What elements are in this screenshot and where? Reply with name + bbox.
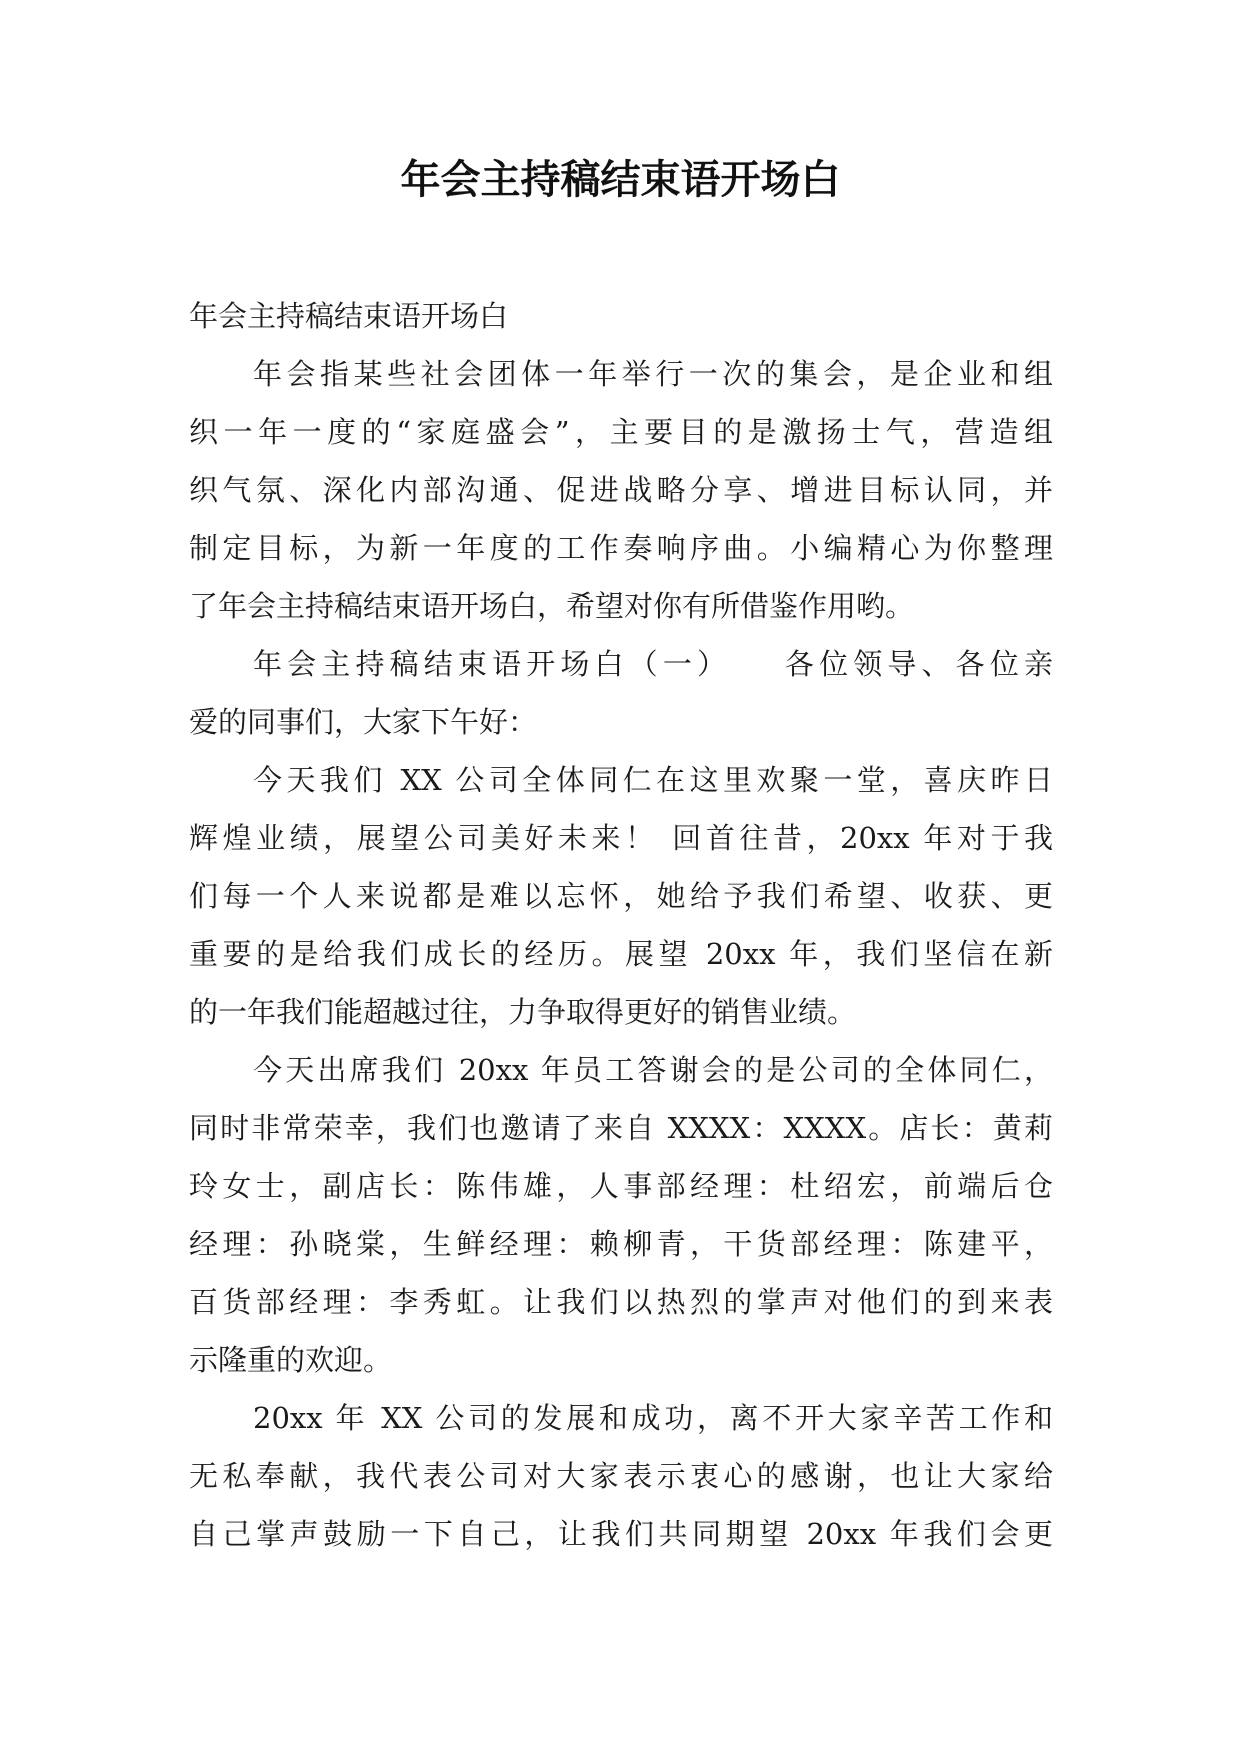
paragraph-line: 20xx 年 XX 公司的发展和成功，离不开大家辛苦工作和 [253, 1401, 1053, 1435]
paragraph-line: 织气氛、深化内部沟通、促进战略分享、增进目标认同，并 [189, 473, 1053, 507]
paragraph-line: 今天出席我们 20xx 年员工答谢会的是公司的全体同仁， [253, 1053, 1053, 1087]
document-body [189, 287, 1053, 1563]
paragraph-line: 制定目标，为新一年度的工作奏响序曲。小编精心为你整理 [189, 531, 1053, 565]
paragraph-line: 无私奉献，我代表公司对大家表示衷心的感谢，也让大家给 [189, 1459, 1053, 1493]
paragraph-line: 爱的同事们，大家下午好： [189, 705, 538, 739]
paragraph-line: 辉煌业绩，展望公司美好未来！ 回首往昔，20xx 年对于我 [189, 821, 1053, 855]
paragraph-line: 玲女士，副店长：陈伟雄，人事部经理：杜绍宏，前端后仓 [189, 1169, 1053, 1203]
paragraph-line: 了年会主持稿结束语开场白，希望对你有所借鉴作用哟。 [189, 589, 915, 623]
paragraph-line: 年会主持稿结束语开场白（一） 各位领导、各位亲 [253, 647, 1053, 681]
paragraph-line: 们每一个人来说都是难以忘怀，她给予我们希望、收获、更 [189, 879, 1053, 913]
subtitle-line: 年会主持稿结束语开场白 [189, 299, 509, 333]
paragraph-line: 今天我们 XX 公司全体同仁在这里欢聚一堂，喜庆昨日 [253, 763, 1053, 797]
paragraph-line: 示隆重的欢迎。 [189, 1343, 393, 1377]
paragraph-line: 重要的是给我们成长的经历。展望 20xx 年，我们坚信在新 [189, 937, 1053, 971]
paragraph-line: 的一年我们能超越过往，力争取得更好的销售业绩。 [189, 995, 857, 1029]
paragraph-line: 织一年一度的“家庭盛会”，主要目的是激扬士气，营造组 [189, 415, 1053, 449]
paragraph-line: 自己掌声鼓励一下自己，让我们共同期望 20xx 年我们会更 [189, 1517, 1053, 1551]
paragraph-line: 百货部经理：李秀虹。让我们以热烈的掌声对他们的到来表 [189, 1285, 1053, 1319]
paragraph-line: 经理：孙晓棠，生鲜经理：赖柳青，干货部经理：陈建平， [189, 1227, 1053, 1261]
paragraph-line: 同时非常荣幸，我们也邀请了来自 XXXX：XXXX。店长：黄莉 [189, 1111, 1053, 1145]
document-title: 年会主持稿结束语开场白 [400, 157, 841, 203]
paragraph-line: 年会指某些社会团体一年举行一次的集会，是企业和组 [253, 357, 1053, 391]
